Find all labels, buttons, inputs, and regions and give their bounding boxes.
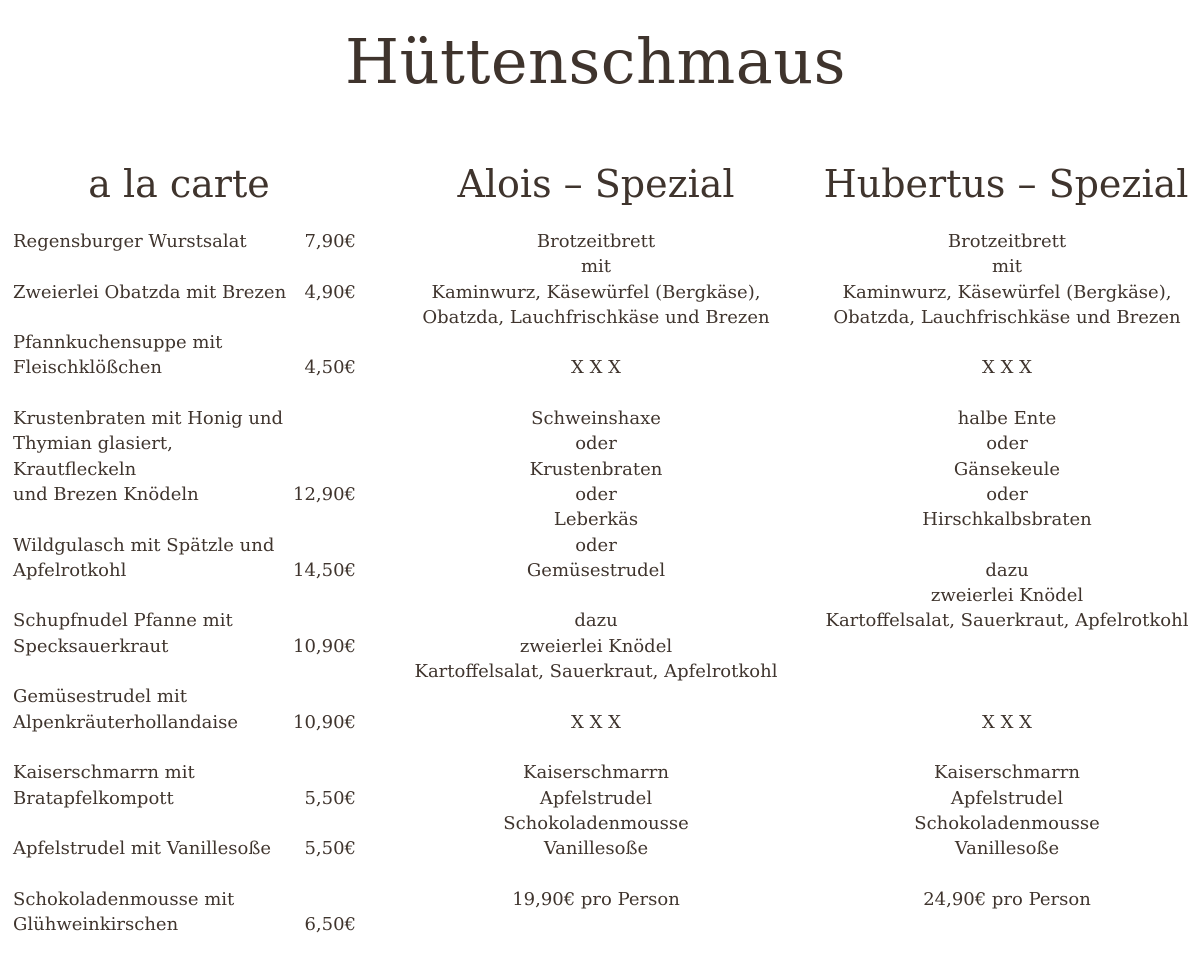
carte-item-price: 6,50€ <box>304 914 356 936</box>
carte-item-price: 10,90€ <box>293 711 356 733</box>
carte-item-name: Schupfnudel Pfanne mit Specksauerkraut <box>13 610 233 657</box>
menu-line: Vanillesoße <box>954 838 1060 860</box>
menu-line <box>797 381 1191 406</box>
carte-item-price: 4,90€ <box>304 281 356 303</box>
menu-line <box>797 735 1191 760</box>
carte-item-price: 4,50€ <box>304 357 356 379</box>
menu-line: mit <box>991 256 1023 278</box>
menu-line: Kartoffelsalat, Sauerkraut, Apfelrotkohl <box>825 610 1189 632</box>
menu-line: halbe Ente <box>957 408 1057 430</box>
menu-line: Kaminwurz, Käsewürfel (Bergkäse), <box>431 281 761 303</box>
carte-item <box>13 533 356 584</box>
menu-line <box>386 861 806 886</box>
carte-item-price: 10,90€ <box>293 635 356 657</box>
carte-item-price: 5,50€ <box>304 787 356 809</box>
menu-line <box>386 735 806 760</box>
menu-line: Leberkäs <box>553 509 639 531</box>
carte-item-price: 14,50€ <box>293 559 356 581</box>
menu-line: Obatzda, Lauchfrischkäse und Brezen <box>833 306 1181 328</box>
carte-item-name: Wildgulasch mit Spätzle und Apfelrotkohl <box>13 534 275 581</box>
menu-line: oder <box>986 483 1028 505</box>
menu-line: zweierlei Knödel <box>519 635 673 657</box>
carte-item-name: Krustenbraten mit Honig und Thymian glasiert, Krautfleckeln und Brezen Knödeln <box>13 408 284 505</box>
carte-item <box>13 330 356 381</box>
menu-line <box>797 861 1191 886</box>
carte-item-name: Gemüsestrudel mit Alpenkräuterhollandaise <box>13 686 239 733</box>
menu-line <box>797 684 1191 709</box>
menu-line: Schokoladenmousse <box>503 812 689 834</box>
menu-line <box>386 330 806 355</box>
menu-line: X X X <box>571 711 621 733</box>
menu-line: Apfelstrudel <box>950 787 1064 809</box>
menu-line <box>797 533 1191 558</box>
menu-line: Krustenbraten <box>529 458 663 480</box>
menu-line: Schokoladenmousse <box>914 812 1100 834</box>
menu-line <box>386 583 806 608</box>
carte-item-name: Kaiserschmarrn mit Bratapfelkompott <box>13 762 195 809</box>
menu-line: Gemüsestrudel <box>526 559 666 581</box>
menu-line: zweierlei Knödel <box>930 585 1084 607</box>
menu-line <box>797 659 1191 684</box>
menu-line: dazu <box>985 559 1029 581</box>
menu-line: Apfelstrudel <box>539 787 653 809</box>
page-title: Hüttenschmaus <box>345 25 846 98</box>
menu-line: Kartoffelsalat, Sauerkraut, Apfelrotkohl <box>414 661 778 683</box>
menu-line: dazu <box>574 610 618 632</box>
menu-line: oder <box>575 483 617 505</box>
carte-item <box>13 760 356 811</box>
alois-menu <box>386 229 806 912</box>
menu-line: oder <box>575 534 617 556</box>
hubertus-heading: Hubertus – Spezial <box>823 162 1189 206</box>
alois-heading: Alois – Spezial <box>457 162 735 206</box>
carte-item <box>13 887 356 938</box>
carte-item <box>13 608 356 659</box>
carte-heading: a la carte <box>88 162 270 206</box>
carte-item-name: Zweierlei Obatzda mit Brezen <box>13 281 287 303</box>
menu-line <box>797 634 1191 659</box>
carte-item <box>13 406 356 507</box>
carte-item-name: Pfannkuchensuppe mit Fleischklößchen <box>13 332 223 379</box>
carte-item <box>13 684 356 735</box>
carte-item <box>13 836 356 861</box>
carte-item-name: Regensburger Wurstsalat <box>13 231 247 252</box>
menu-line: Kaminwurz, Käsewürfel (Bergkäse), <box>842 281 1172 303</box>
menu-line: oder <box>986 433 1028 455</box>
menu-line: X X X <box>982 711 1032 733</box>
menu-line <box>386 381 806 406</box>
menu-line: Obatzda, Lauchfrischkäse und Brezen <box>422 306 770 328</box>
carte-item <box>13 229 356 254</box>
menu-line: 24,90€ pro Person <box>923 888 1091 910</box>
carte-item-price: 12,90€ <box>293 483 356 505</box>
menu-line: mit <box>580 256 612 278</box>
menu-line: 19,90€ pro Person <box>512 888 680 910</box>
menu-line: X X X <box>982 357 1032 379</box>
menu-line: Brotzeitbrett <box>536 231 656 252</box>
menu-line: Vanillesoße <box>543 838 649 860</box>
carte-list <box>13 229 356 963</box>
menu-line <box>386 684 806 709</box>
menu-line: Hirschkalbsbraten <box>922 509 1092 531</box>
menu-line: Schweinshaxe <box>531 408 661 430</box>
menu-line: Brotzeitbrett <box>947 231 1067 252</box>
menu-line: X X X <box>571 357 621 379</box>
menu-line: oder <box>575 433 617 455</box>
carte-item-name: Apfelstrudel mit Vanillesoße <box>13 838 272 860</box>
carte-item-price: 5,50€ <box>304 838 356 860</box>
menu-line <box>797 330 1191 355</box>
carte-item-name: Schokoladenmousse mit Glühweinkirschen <box>13 888 235 936</box>
menu-line: Gänsekeule <box>953 458 1061 480</box>
menu-line: Kaiserschmarrn <box>523 762 669 784</box>
carte-item <box>13 280 356 305</box>
menu-line: Kaiserschmarrn <box>934 762 1080 784</box>
hubertus-menu <box>797 229 1191 912</box>
carte-item-price: 7,90€ <box>304 231 356 252</box>
